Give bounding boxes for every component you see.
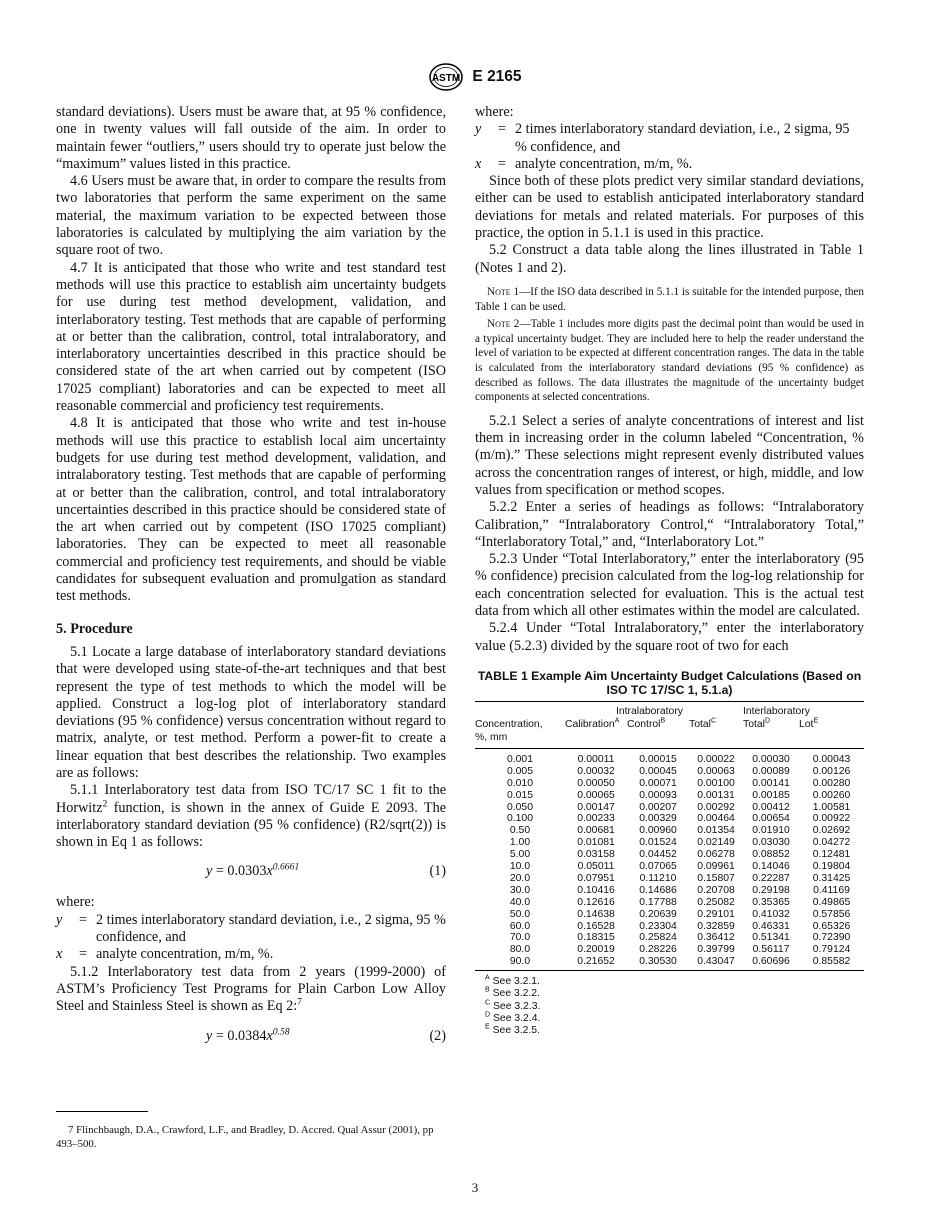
- table-cell: 0.11210: [639, 872, 677, 884]
- table-cell: 0.100: [506, 813, 533, 825]
- table-footnotes: [475, 976, 864, 1037]
- table-cell: 0.16528: [577, 920, 615, 932]
- table-cell: 0.41169: [813, 884, 850, 896]
- table-cell: 0.20019: [577, 944, 615, 956]
- table-cell: 20.0: [509, 872, 531, 884]
- column-header-control: Control$^B$: [627, 717, 666, 730]
- table-cell: 0.60696: [752, 956, 790, 968]
- paragraph-5-1-1: 5.1.1 Interlaboratory test data from ISO TC/17 SC 1 fit to the Horwitz$^2$ function, is shown in the annex of Guide E 2093. The interlaboratory standard deviation (95 % confidence) (R2/sqrt(2)) is shown in Eq 1 as follows:: [56, 782, 446, 851]
- table-row: [475, 885, 864, 897]
- table-row: [475, 861, 864, 873]
- table-cell: 0.02149: [697, 837, 735, 849]
- table-cell: 0.23304: [639, 920, 677, 932]
- table-cell: 0.20708: [697, 884, 735, 896]
- footnote-ref: 7: [297, 996, 302, 1008]
- table-cell: 60.0: [509, 920, 531, 932]
- table-cell: 0.00071: [639, 777, 677, 789]
- table-cell: 0.19804: [812, 861, 851, 873]
- table-cell: 0.25082: [697, 896, 735, 908]
- table-cell: 0.00100: [697, 777, 735, 789]
- table-cell: 1.00: [509, 837, 531, 849]
- table-row: [475, 873, 864, 885]
- table-cell: 0.01081: [577, 837, 615, 849]
- table-cell: 0.00093: [639, 789, 677, 801]
- paragraph-5-2: 5.2 Construct a data table along the lines illustrated in Table 1 (Notes 1 and 2).: [475, 242, 864, 276]
- column-header-units: %, mm: [475, 731, 565, 749]
- equation-2: $y = 0.0384x^{0.58}$ (2): [206, 1025, 446, 1044]
- table-footnote: $^C$ See 3.2.3.: [485, 999, 541, 1012]
- definition-x: x = analyte concentration, m/m, %.: [56, 946, 274, 963]
- table-cell: 0.00022: [697, 753, 735, 765]
- table-cell: 0.00185: [752, 789, 790, 801]
- paragraph-5-2-1: 5.2.1 Select a series of analyte concentrations of interest and list them in increasing order in the column labeled “Concentration, %(m/m).” These selections might represent evenly distributed values across the concentration ranges of interest, or high, middle, and low values from specification or method scopes.: [475, 412, 864, 498]
- paragraph-4-6: 4.6 Users must be aware that, in order to compare the results from two laboratories that perform the same experiment on the same material, the maximum variation to be expected between those laboratories is calculated by multiplying the aim variation by the square root of two.: [56, 173, 446, 259]
- table-cell: 0.015: [506, 789, 533, 801]
- footnote-ref: 2: [102, 797, 108, 809]
- table-cell: 0.32859: [697, 920, 735, 932]
- table-cell: 70.0: [509, 932, 531, 944]
- table-cell: 0.00260: [812, 789, 851, 801]
- column-header-calibration: Calibration$^A$: [565, 717, 620, 730]
- page-header: [0, 62, 950, 92]
- group-header-inter: Interlaboratory: [743, 705, 810, 717]
- where-label: where:: [475, 104, 514, 120]
- table-cell: 0.08852: [752, 849, 790, 861]
- table-cell: 0.36412: [697, 932, 735, 944]
- table-row: [475, 932, 864, 944]
- table-cell: 0.21652: [577, 956, 615, 968]
- table-cell: 0.01524: [639, 837, 677, 849]
- paragraph-5-2-4: 5.2.4 Under “Total Intralaboratory,” enter the interlaboratory value (5.2.3) divided by the square root of two for each: [475, 620, 864, 654]
- table-cell: 0.00043: [812, 753, 851, 765]
- definition-x: x = analyte concentration, m/m, %.: [475, 155, 693, 172]
- table-row: [475, 921, 864, 933]
- paragraph-5-1-2: 5.1.2 Interlaboratory test data from 2 years (1999-2000) of ASTM’s Proficiency Test Programs for Plain Carbon Low Alloy Steel and Stainless Steel is shown as Eq 2:$^7$: [56, 963, 446, 1015]
- table-cell: 0.00126: [812, 765, 851, 777]
- table-footnote: $^E$ See 3.2.5.: [485, 1023, 540, 1036]
- table-cell: 0.010: [506, 777, 533, 789]
- column-header-inter-total: Total$^D$: [743, 717, 771, 730]
- table-cell: 0.005: [506, 765, 533, 777]
- table-cell: 0.00922: [812, 813, 851, 825]
- table-cell: 0.00329: [639, 813, 677, 825]
- table-cell: 0.10416: [577, 884, 615, 896]
- table-cell: 0.12481: [812, 849, 851, 861]
- paragraph: standard deviations). Users must be aware that, at 95 % confidence, one in twenty values will fall outside of the aim. In order to maintain fewer “outliers,” users should try to operate just below the “maximum” values listed in this practice.: [56, 104, 446, 172]
- right-column: [475, 104, 864, 1037]
- table-cell: 0.39799: [697, 944, 735, 956]
- table-cell: 0.04452: [639, 849, 677, 861]
- footnote-divider: [56, 1111, 148, 1112]
- definition-y: y = 2 times interlaboratory standard deviation, i.e., 2 sigma, 95 % confidence, and: [475, 121, 850, 155]
- table-cell: 0.04272: [812, 837, 851, 849]
- table-cell: 0.02692: [812, 825, 851, 837]
- table-cell: 0.22287: [752, 872, 790, 884]
- table-cell: 0.20639: [639, 908, 677, 920]
- table-cell: 1.00581: [812, 801, 851, 813]
- table-cell: 0.01354: [697, 825, 735, 837]
- table-cell: 0.00141: [752, 777, 790, 789]
- table-cell: 0.001: [506, 753, 533, 765]
- table-cell: 0.65326: [812, 920, 851, 932]
- table-cell: 0.28226: [639, 944, 677, 956]
- table-cell: 0.79124: [812, 944, 851, 956]
- section-heading: 5. Procedure: [56, 620, 133, 637]
- paragraph-5-2-2: 5.2.2 Enter a series of headings as follows: “Intralaboratory Calibration,” “Intralaboratory Control,“ “Intralaboratory Total,” “Interlaboratory Total,” and, “Interlaboratory Lot.”: [475, 499, 864, 550]
- table-cell: 0.85582: [812, 956, 851, 968]
- column-header-intra-total: Total$^C$: [689, 717, 717, 730]
- table-cell: 0.00412: [752, 801, 790, 813]
- note-2: Note 2—Table 1 includes more digits past the decimal point than would be used in a typical uncertainty budget. They are included here to help the reader understand the level of variation to be expected at different concentration ranges. The data in the table is calculated from the interlaboratory standard deviations (95 % confidence) as described as follows. The data illustrates the magnitude of the uncertainty budget components at selected concentrations.: [475, 318, 864, 404]
- astm-logo-icon: [428, 62, 464, 92]
- table-cell: 0.18315: [577, 932, 615, 944]
- paragraph-5-2-3: 5.2.3 Under “Total Interlaboratory,” enter the interlaboratory (95 % confidence) precision calculated from the log-log relationship for each concentration selected for evaluation. This is the actual test data from which all other estimates within the model are calculated.: [475, 551, 864, 619]
- table-cell: 90.0: [509, 956, 531, 968]
- standard-code: E 2165: [472, 68, 522, 85]
- table-cell: 0.56117: [752, 944, 790, 956]
- table-row: [475, 748, 864, 765]
- table-cell: 0.25824: [639, 932, 677, 944]
- table-cell: 0.17788: [639, 896, 677, 908]
- svg-text:ASTM: ASTM: [432, 73, 461, 84]
- table-cell: 0.00050: [577, 777, 615, 789]
- table-title: TABLE 1 Example Aim Uncertainty Budget Calculations (Based on ISO TC 17/SC 1, 5.1.a): [477, 668, 862, 697]
- table-cell: 0.00045: [639, 765, 677, 777]
- table-footnote: $^B$ See 3.2.2.: [485, 986, 540, 1000]
- paragraph-4-8: 4.8 It is anticipated that those who write and test in-house methods will use this practice to establish local aim uncertainty budgets for use during test method development, validation, and intralaboratory testing. Test methods that are capable of performing at or better than the calibration, control, and total intralaboratory uncertainties described in this practice should be considered state of the art when carried out by competent (ISO 17025 compliant) laboratories. They can be expected to meet all reasonable commercial and proficiency test requirements, and should be viable candidates for subsequent evaluation and promulgation as standard test methods.: [56, 415, 446, 605]
- table-cell: 0.14046: [752, 861, 790, 873]
- table-cell: 0.00280: [812, 777, 851, 789]
- table-cell: 0.050: [506, 801, 533, 813]
- table-cell: 5.00: [509, 849, 531, 861]
- table-cell: 0.00147: [577, 801, 615, 813]
- table-row: [475, 956, 864, 970]
- table-cell: 0.00233: [577, 813, 615, 825]
- table-cell: 0.14638: [577, 908, 615, 920]
- table-cell: 0.49865: [812, 896, 851, 908]
- table-cell: 10.0: [509, 861, 531, 873]
- table-cell: 0.31425: [812, 872, 851, 884]
- table-cell: 0.43047: [697, 956, 735, 968]
- table-cell: 0.29198: [752, 884, 790, 896]
- table-row: [475, 897, 864, 909]
- table-row: [475, 944, 864, 956]
- table-cell: 0.00464: [697, 813, 735, 825]
- table-cell: 0.01910: [752, 825, 790, 837]
- table-cell: 80.0: [509, 944, 531, 956]
- table-row: [475, 790, 864, 802]
- table-row: [475, 825, 864, 837]
- table-cell: 0.30530: [639, 956, 677, 968]
- paragraph: Since both of these plots predict very similar standard deviations, either can be used to establish anticipated interlaboratory standard deviations for metals and related materials. For purposes of this practice, the option in 5.1.1 is used in this practice.: [475, 173, 864, 242]
- table-row: [475, 909, 864, 921]
- table-cell: 0.00063: [697, 765, 735, 777]
- where-label: where:: [56, 894, 95, 911]
- table-cell: 0.06278: [697, 849, 735, 861]
- table-cell: 0.00131: [697, 789, 735, 801]
- paragraph-5-1: 5.1 Locate a large database of interlaboratory standard deviations that were developed using state-of-the-art techniques and that best represent the type of test methods to which the model will be applied. Construct a log-log plot of interlaboratory standard deviations (95 % confidence) versus concentration without regard to matrix, analyte, or test method. Perform a power-fit to create a linear equation that best describes the relationship. Two examples are as follows:: [56, 643, 446, 781]
- table-cell: 0.00681: [577, 825, 615, 837]
- note-1: Note 1—If the ISO data described in 5.1.1 is suitable for the intended purpose, then Table 1 can be used.: [475, 285, 864, 313]
- table-cell: 0.00030: [752, 753, 790, 765]
- table-cell: 0.03030: [752, 837, 790, 849]
- table-cell: 0.46331: [752, 920, 790, 932]
- column-header-concentration: Concentration,: [475, 718, 543, 730]
- table-row: [475, 766, 864, 778]
- table-cell: 0.00292: [697, 801, 735, 813]
- table-row: [475, 849, 864, 861]
- equation-number: (2): [429, 1027, 446, 1044]
- table-cell: 0.14686: [639, 884, 677, 896]
- footnote-7: 7 Flinchbaugh, D.A., Crawford, L.F., and Bradley, D. Accred. Qual Assur (2001), pp 493–500.: [56, 1124, 434, 1150]
- definition-y: y = 2 times interlaboratory standard deviation, i.e., 2 sigma, 95 % confidence, and: [56, 911, 446, 946]
- table-cell: 0.50: [509, 825, 531, 837]
- table-cell: 0.35365: [752, 896, 790, 908]
- table-cell: 0.00960: [639, 825, 677, 837]
- table-cell: 0.07065: [639, 861, 677, 873]
- table-cell: 0.15807: [697, 872, 735, 884]
- page-number: 3: [471, 1180, 479, 1195]
- column-header-lot: Lot$^E$: [799, 717, 819, 730]
- table-row: [475, 813, 864, 825]
- equation-1: $y = 0.0303x^{0.6661}$ (1): [206, 861, 446, 880]
- table-cell: 0.51341: [752, 932, 790, 944]
- table-cell: 0.00015: [639, 753, 677, 765]
- table-cell: 0.00065: [577, 789, 615, 801]
- table-cell: 0.03158: [577, 849, 615, 861]
- table-cell: 0.00032: [577, 765, 615, 777]
- table-cell: 0.00011: [577, 753, 615, 765]
- table-cell: 0.29101: [697, 908, 735, 920]
- table-cell: 0.05011: [577, 861, 615, 873]
- table-footnote: $^A$ See 3.2.1.: [485, 974, 540, 988]
- table-cell: 0.00089: [752, 765, 790, 777]
- table-row: [475, 778, 864, 790]
- table-cell: 0.00207: [639, 801, 677, 813]
- table-cell: 0.09961: [697, 861, 735, 873]
- table-cell: 0.07951: [577, 872, 615, 884]
- table-cell: 0.41032: [752, 908, 790, 920]
- table-cell: 0.00654: [752, 813, 790, 825]
- table-cell: 50.0: [509, 908, 531, 920]
- table-cell: 0.57856: [812, 908, 851, 920]
- table-footnote: $^D$ See 3.2.4.: [485, 1011, 541, 1024]
- paragraph-4-7: 4.7 It is anticipated that those who write and test standard test methods will use this practice to establish aim uncertainty budgets for use during test method development, validation, and interlaboratory testing. Test methods that are capable of performing at or better than the calibration, control, total intralaboratory, and interlaboratory uncertainties described in this practice should be considered state of the art when carried out by competent (ISO 17025 compliant) laboratories and can be expected to meet all reasonable commercial and proficiency test requirements.: [56, 259, 446, 415]
- table-cell: 40.0: [509, 896, 531, 908]
- table-cell: 0.12616: [577, 896, 615, 908]
- uncertainty-table: [475, 701, 864, 971]
- table-row: [475, 837, 864, 849]
- table-cell: 30.0: [509, 884, 531, 896]
- table-row: [475, 802, 864, 814]
- group-header-intra: Intralaboratory: [616, 705, 683, 717]
- left-column: [56, 104, 446, 1059]
- equation-number: (1): [429, 863, 446, 880]
- table-cell: 0.72390: [812, 932, 851, 944]
